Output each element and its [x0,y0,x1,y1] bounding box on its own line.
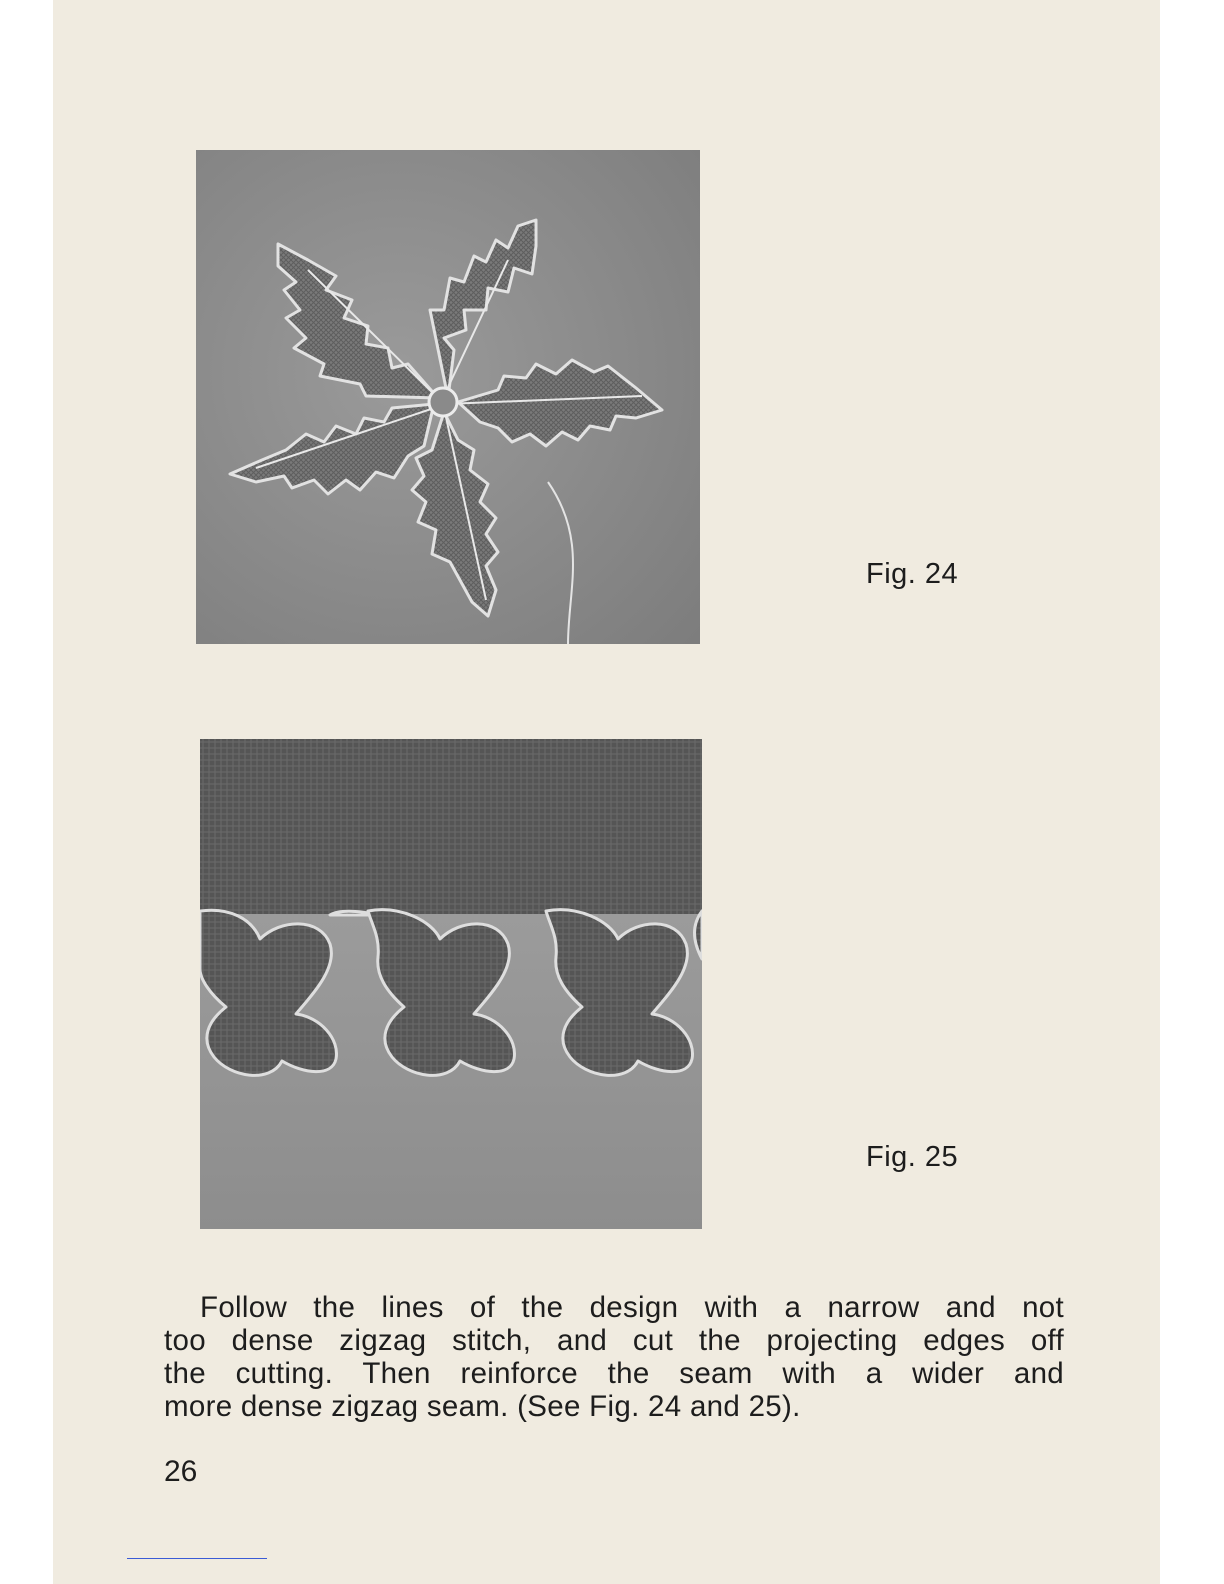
fig-25-caption: Fig. 25 [866,1141,959,1173]
fig-25-photo [200,739,702,1229]
fig-24-caption: Fig. 24 [866,558,959,590]
body-paragraph [164,1291,1064,1423]
heart-scallop-border-illustration-icon [200,739,702,1229]
fig-24-photo [196,150,700,644]
footer-rule [127,1558,267,1559]
body-line: the cutting. Then reinforce the seam with a wider and [164,1357,1064,1390]
body-line: more dense zigzag seam. (See Fig. 24 and 25). [164,1390,801,1423]
body-line: Follow the lines of the design with a narrow and not [200,1291,1064,1324]
page-number: 26 [164,1455,198,1488]
flower-cutwork-illustration-icon [196,150,700,644]
body-line: too dense zigzag stitch, and cut the projecting edges off [164,1324,1064,1357]
